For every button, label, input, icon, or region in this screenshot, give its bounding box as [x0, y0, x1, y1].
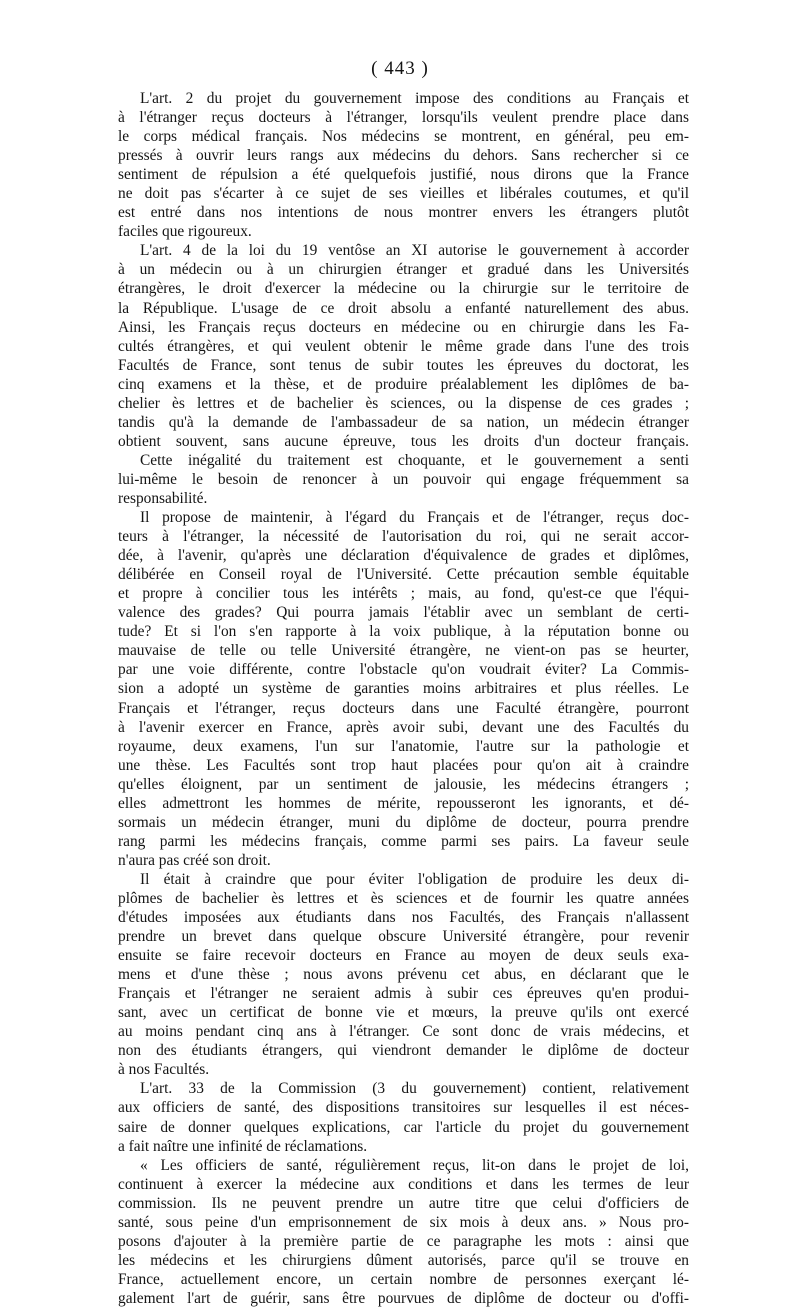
text-line: n'aura pas créé son droit.	[118, 851, 271, 869]
text-line: lui-même le besoin de renoncer à un pouvoir qui engage fréquemment sa	[118, 470, 689, 488]
text-line: pressés à ouvrir leurs rangs aux médecins du dehors. Sans rechercher si ce	[118, 147, 689, 165]
text-line: a fait naître une infinité de réclamations.	[118, 1137, 368, 1155]
text-line: qu'elles éloignent, par un sentiment de jalousie, les médecins étrangers ;	[118, 775, 689, 793]
text-line: à l'étranger reçus docteurs à l'étranger, lorsqu'ils veulent prendre place dans	[118, 109, 689, 127]
text-line: Français et l'étranger ne seraient admis à subir ces épreuves qu'en produi-	[118, 985, 689, 1003]
text-line: à l'avenir exercer en France, après avoir subi, devant une des Facultés du	[118, 718, 689, 736]
text-line: responsabilité.	[118, 489, 208, 507]
body-text	[118, 89, 689, 1308]
text-line: sentiment de répulsion a été quelquefois justifié, nous dirons que la France	[118, 166, 689, 184]
text-line: par une voie différente, contre l'obstacle qu'on voudrait éviter? La Commis-	[118, 661, 689, 679]
text-line: cultés étrangères, et qui veulent obtenir le même grade dans l'une des trois	[118, 337, 689, 355]
text-line: étrangères, le droit d'exercer la médecine ou la chirurgie sur le territoire de	[118, 280, 689, 298]
text-line: non des étudiants étrangers, qui viendront demander le diplôme de docteur	[118, 1042, 689, 1060]
text-line: obtient souvent, sans aucune épreuve, tous les droits d'un docteur français.	[118, 432, 689, 450]
text-line: à un médecin ou à un chirurgien étranger et gradué dans les Universités	[118, 261, 689, 279]
text-line: valence des grades? Qui pourra jamais l'établir avec un semblant de certi-	[118, 604, 689, 622]
text-line: d'études imposées aux étudiants dans nos Facultés, des Français n'allassent	[118, 909, 689, 927]
text-line: rang parmi les médecins français, comme parmi ses pairs. La faveur seule	[118, 832, 689, 850]
text-line: tude? Et si l'on s'en rapporte à la voix publique, à la réputation bonne ou	[118, 623, 689, 641]
text-line: à nos Facultés.	[118, 1061, 210, 1079]
text-line: galement l'art de guérir, sans être pourvues de diplôme de docteur ou d'offi-	[118, 1289, 689, 1307]
text-line: la République. L'usage de ce droit absolu a enfanté naturellement des abus.	[118, 299, 689, 317]
text-line: une thèse. Les Facultés sont trop haut placées pour qu'on ait à craindre	[118, 756, 689, 774]
text-line: Français et l'étranger, reçus docteurs dans une Faculté étrangère, pourront	[118, 699, 689, 717]
text-line: sion a adopté un système de garanties moins arbitraires et plus réelles. Le	[118, 680, 689, 698]
text-line: royaume, deux examens, l'un sur l'anatomie, l'autre sur la pathologie et	[118, 737, 689, 755]
text-line: chelier ès lettres et de bachelier ès sciences, ou la dispense de ces grades ;	[118, 394, 689, 412]
text-line: L'art. 2 du projet du gouvernement impose des conditions au Français et	[140, 90, 689, 107]
text-line: Il était à craindre que pour éviter l'obligation de produire les deux di-	[140, 870, 689, 888]
text-line: Facultés de France, sont tenus de subir toutes les épreuves du doctorat, les	[118, 356, 689, 374]
text-line: le corps médical français. Nos médecins se montrent, en général, peu em-	[118, 128, 689, 146]
text-line: au moins pendant cinq ans à l'étranger. Ce sont donc de vrais médecins, et	[118, 1023, 689, 1041]
text-line: posons d'ajouter à la première partie de ce paragraphe les mots : ainsi que	[118, 1232, 689, 1250]
text-line: mauvaise de telle ou telle Université étrangère, ne vient-on pas se heurter,	[118, 642, 689, 660]
text-line: aux officiers de santé, des dispositions transitoires sur lesquelles il est néces-	[118, 1099, 689, 1117]
text-line: Cette inégalité du traitement est choquante, et le gouvernement a senti	[140, 451, 689, 469]
text-line: ne doit pas s'écarter à ce sujet de ses vieilles et libérales coutumes, et qu'il	[118, 185, 689, 203]
page-number: ( 443 )	[371, 58, 429, 79]
text-line: délibérée en Conseil royal de l'Université. Cette précaution semble équitable	[118, 566, 689, 584]
text-line: plômes de bachelier ès lettres et ès sciences et de fournir les quatre années	[118, 889, 689, 907]
text-line: ensuite se faire recevoir docteurs en France au moyen de deux seuls exa-	[118, 947, 689, 965]
text-line: commission. Ils ne peuvent prendre un autre titre que celui d'officiers de	[118, 1194, 689, 1212]
text-line: elles admettront les hommes de mérite, repousseront les ignorants, et dé-	[118, 794, 689, 812]
text-line: et propre à concilier tous les intérêts ; mais, au fond, qu'est-ce que l'équi-	[118, 585, 689, 603]
text-line: L'art. 33 de la Commission (3 du gouvernement) contient, relativement	[140, 1080, 689, 1098]
text-line: santé, sous peine d'un emprisonnement de six mois à deux ans. » Nous pro-	[118, 1213, 689, 1231]
text-line: dée, à l'avenir, qu'après une déclaration d'équivalence de grades et diplômes,	[118, 547, 689, 565]
text-line: Il propose de maintenir, à l'égard du Français et de l'étranger, reçus doc-	[140, 509, 689, 527]
text-line: sant, avec un certificat de bonne vie et mœurs, la preuve qu'ils ont exercé	[118, 1004, 689, 1022]
text-line: France, actuellement encore, un certain nombre de personnes exerçant lé-	[118, 1270, 689, 1288]
text-line: est entré dans nos intentions de nous montrer envers les étrangers plutôt	[118, 204, 689, 222]
text-line: prendre un brevet dans quelque obscure Université étrangère, pour revenir	[118, 928, 689, 946]
text-line: Ainsi, les Français reçus docteurs en médecine ou en chirurgie dans les Fa-	[118, 318, 689, 336]
text-line: saire de donner quelques explications, car l'article du projet du gouvernement	[118, 1118, 689, 1136]
text-line: tandis qu'à la demande de l'ambassadeur de sa nation, un médecin étranger	[118, 413, 689, 431]
text-line: teurs à l'étranger, la nécessité de l'autorisation du roi, qui ne serait accor-	[118, 528, 689, 546]
text-line: continuent à exercer la médecine aux conditions et dans les termes de leur	[118, 1175, 689, 1193]
text-line: « Les officiers de santé, régulièrement reçus, lit-on dans le projet de loi,	[140, 1156, 689, 1174]
text-line: cinq examens et la thèse, et de produire préalablement les diplômes de ba-	[118, 375, 689, 393]
text-line: L'art. 4 de la loi du 19 ventôse an XI autorise le gouvernement à accorder	[140, 242, 689, 260]
text-line: faciles que rigoureux.	[118, 223, 252, 241]
text-line: sormais un médecin étranger, muni du diplôme de docteur, pourra prendre	[118, 813, 689, 831]
text-line: les médecins et les chirurgiens dûment autorisés, parce qu'il se trouve en	[118, 1251, 689, 1269]
text-line: mens et d'une thèse ; nous avons prévenu cet abus, en déclarant que le	[118, 966, 689, 984]
